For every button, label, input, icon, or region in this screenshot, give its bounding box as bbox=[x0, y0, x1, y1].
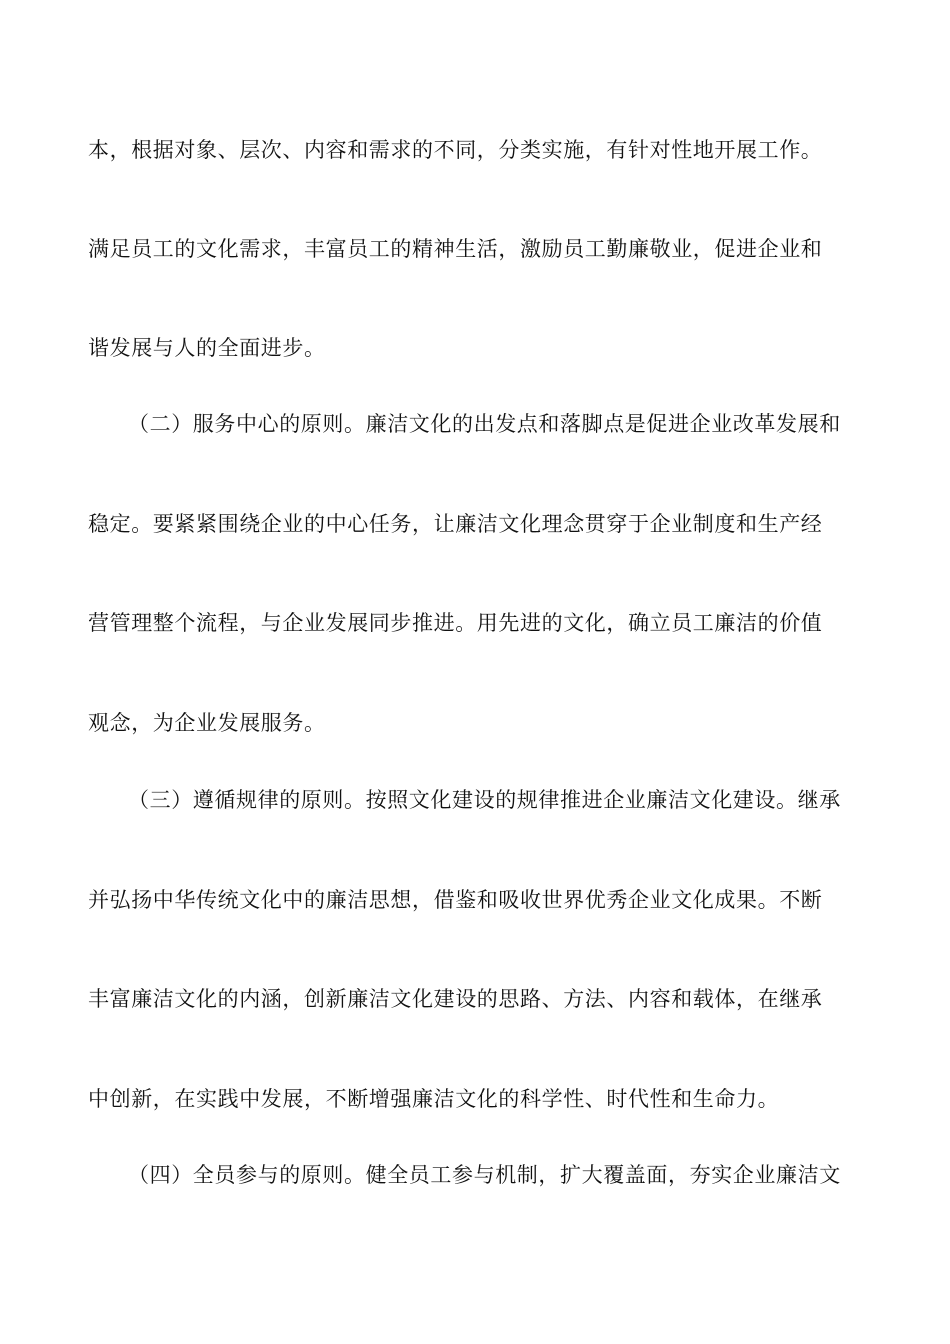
paragraph-heading-line: （二）服务中心的原则。廉洁文化的出发点和落脚点是促进企业改革发展和 bbox=[128, 412, 841, 436]
text-line: 中创新，在实践中发展，不断增强廉洁文化的科学性、时代性和生命力。 bbox=[88, 1087, 780, 1111]
text-line: 满足员工的文化需求，丰富员工的精神生活，激励员工勤廉敬业，促进企业和 bbox=[88, 237, 823, 261]
text-line: 谐发展与人的全面进步。 bbox=[88, 336, 326, 360]
paragraph-heading-line: （四）全员参与的原则。健全员工参与机制，扩大覆盖面，夯实企业廉洁文 bbox=[128, 1163, 841, 1187]
text-line: 稳定。要紧紧围绕企业的中心任务，让廉洁文化理念贯穿于企业制度和生产经 bbox=[88, 512, 823, 536]
paragraph-heading-line: （三）遵循规律的原则。按照文化建设的规律推进企业廉洁文化建设。继承 bbox=[128, 788, 841, 812]
text-line: 本，根据对象、层次、内容和需求的不同，分类实施，有针对性地开展工作。 bbox=[88, 138, 823, 162]
text-line: 并弘扬中华传统文化中的廉洁思想，借鉴和吸收世界优秀企业文化成果。不断 bbox=[88, 888, 823, 912]
text-line: 观念，为企业发展服务。 bbox=[88, 711, 326, 735]
text-line: 丰富廉洁文化的内涵，创新廉洁文化建设的思路、方法、内容和载体，在继承 bbox=[88, 987, 823, 1011]
text-line: 营管理整个流程，与企业发展同步推进。用先进的文化，确立员工廉洁的价值 bbox=[88, 611, 823, 635]
